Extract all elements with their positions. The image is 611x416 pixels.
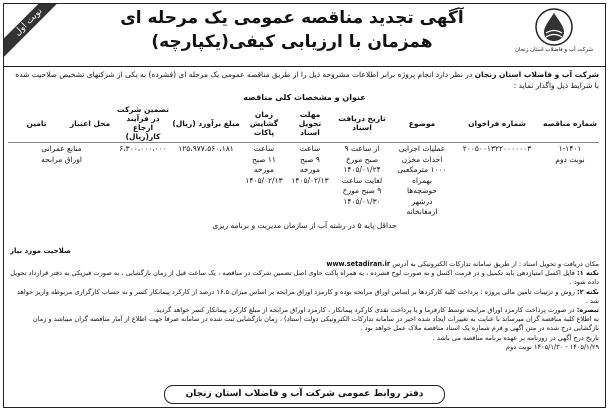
company-logo bbox=[509, 7, 599, 54]
minimum-rating: حداقل پایه ۵ در رشته آب از سازمان مدیریت و برنامه ریزی bbox=[212, 220, 397, 230]
th-opening: زمان گشایش پاکات bbox=[241, 104, 287, 143]
tender-spec-table bbox=[8, 104, 599, 219]
website-link[interactable]: www.setadiran.ir bbox=[326, 260, 391, 268]
footer bbox=[4, 383, 605, 405]
th-subject: موضوع bbox=[391, 104, 453, 143]
note-1: نکته ۱: فایل اکسل امتیازدهی باید تکمیل و در فرمت اکسل و به صورت لوح فشرده ، به همراه پاکت حاوی اصل تضمین شرکت در مناقصه ، یک ساعت قبل از زمان بازگشایی ، به صورت فیزیکی به دفتر قرارداد تحویل داده شود . bbox=[10, 269, 599, 287]
cell-submit-deadline: ساعت ۹ صبح مورخه ۱۴۰۵/۰۲/۱۳ bbox=[291, 144, 329, 185]
logo-caption: شرکت آب و فاضلاب استان زنجان bbox=[514, 47, 594, 53]
note-newspaper: تاریخ درج آگهی در روزنامه بر عهده برنامه مناقصه می باشد . bbox=[432, 333, 599, 342]
intro-company: شرکت آب و فاضلاب استان زنجان bbox=[474, 70, 599, 79]
cell-credit: منابع عمرانی اوراق مرابحه bbox=[41, 144, 82, 164]
water-drop-logo-icon bbox=[531, 7, 577, 47]
th-credit: محل اعتبار bbox=[65, 104, 115, 143]
section-title: عنوان و مشخصات کلی مناقصه bbox=[243, 93, 366, 102]
tender-notice bbox=[3, 3, 606, 408]
cell-subject: عملیات اجرایی احداث مخزن ۱۰۰۰ مترمکعبی بهمراه حوضچه‌ها درشهر ارمغانخانه bbox=[397, 144, 447, 216]
note-opening-time: به اطلاع کلیه مناقصه گران میرساند با عنایت به تغییرات ایجاد شده اخیر در سامانه تدارکات الکترونیکی دولت (ستاد) ، زمان بازگشایی ثبت شده در سامانه صرفا جهت اطلاع از آمار مناقصه گران میباشد و زمان بازگشایی درج شده در متن آگهی و فرم شماره یک اسناد مناقصه ملاک عمل خواهد بود . bbox=[32, 315, 599, 333]
note-location: مکان دریافت و تحویل اسناد : از طریق سامانه تدارکات الکترونیکی به آدرس www.setadiran.ir bbox=[326, 260, 599, 268]
cell-call-number: ۲۰۰۵۰۰۱۳۲۲۰۰۰۰۰۰۳ bbox=[462, 144, 532, 153]
th-provider: تامین bbox=[8, 104, 65, 143]
cell-guarantee: ۶،۳۰۰،۰۰۰،۰۰۰ bbox=[119, 144, 167, 153]
cell-estimate: ۱۲۵،۹۷۷،۵۶۰،۱۸۱ bbox=[178, 144, 234, 153]
first-round-ribbon bbox=[4, 4, 64, 64]
th-receive-deadline: تاریخ دریافت اسناد bbox=[333, 104, 391, 143]
table-row bbox=[8, 143, 599, 219]
footer-signature: دفتر روابط عمومی شرکت آب و فاضلاب استان زنجان bbox=[164, 385, 445, 404]
note-publish-dates: ۱۴۰۵/۱/۲۹ - ۱۴۰۵/۱/۳۰ نوبت دوم bbox=[506, 342, 599, 351]
cell-number: ۱-۱۴۰۱ نوبت دوم bbox=[555, 144, 585, 164]
th-call-number: شماره فراخوان bbox=[453, 104, 541, 143]
intro-text: در نظر دارد انجام پروژه برابر اطلاعات مشروحه ذیل را از طریق مناقصه عمومی یک مرحله ای (فشرده) به یکی از شرکتهای تشخیص صلاحیت شده با شرایط ذیل واگذار نماید : bbox=[15, 70, 599, 90]
note-2: نکته ۲: روش و ترتیبات تامین مالی پروژه : پرداخت کلیه کارکردها بر اساس اوراق مرابحه بوده و کارمزد اوراق مرابحه بر اساس میزان ۱۶.۵ درصد از کارکرد پیمانکار کسر و به حساب کارگزاری مربوطه واریز خواهد شد . bbox=[16, 287, 599, 305]
notes-section bbox=[10, 260, 599, 352]
th-guarantee: تضمین شرکت در فرآیند ارجاع کار(ریال) bbox=[117, 105, 169, 141]
qualification-label: صلاحیت مورد نیاز bbox=[10, 247, 71, 255]
th-estimate: مبلغ برآورد (ریال) bbox=[171, 104, 241, 143]
notice-title-line2: همزمان با ارزیابی کیفی(یکپارچه) bbox=[151, 32, 433, 52]
table-header-row bbox=[8, 104, 599, 143]
notice-header bbox=[4, 4, 605, 67]
cell-receive-deadline: از ساعت ۹ صبح مورخ ۱۴۰۵/۰۱/۲۴ لغایت ساعت ۹ صبح مورخ ۱۴۰۵/۰۱/۳۰ bbox=[341, 144, 383, 206]
ribbon-label: نوبت اول bbox=[4, 4, 64, 59]
note-tabsare: تبصره: در صورت پرداخت کارمزد اوراق مرابحه توسط کارفرما و یا پرداخت نقدی کارکرد پیمانکار ، کارمزد اوراق مرابحه از مبلغ کارکرد پیمانکار کسر خواهد گردید. bbox=[154, 306, 599, 315]
th-submit-deadline: مهلت تحویل اسناد bbox=[287, 104, 333, 143]
intro-paragraph bbox=[4, 67, 605, 91]
th-number: شماره مناقصه bbox=[541, 104, 599, 143]
cell-opening: ساعت ۱۱ صبح مورخه ۱۴۰۵/۰۲/۱۳ bbox=[245, 144, 283, 185]
notice-title-line1: آگهی تجدید مناقصه عمومی یک مرحله ای bbox=[120, 8, 464, 28]
